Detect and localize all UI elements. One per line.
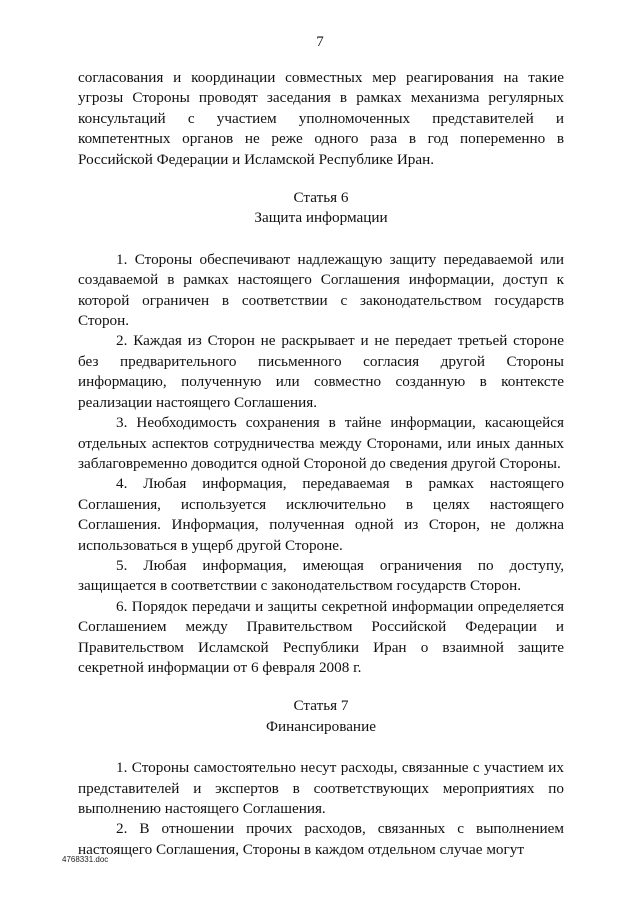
article-6-paragraph: 1. Стороны обеспечивают надлежащую защиту передаваемой или создаваемой в рамках настоящего Соглашения информации, доступ к которой ограничен в соответствии с законодательством государств Сторон. bbox=[78, 250, 564, 330]
footer-filename: 4768331.doc bbox=[62, 855, 109, 864]
article-7-heading bbox=[78, 696, 564, 737]
article-6-paragraph: 4. Любая информация, передаваемая в рамках настоящего Соглашения, используется исключительно в целях настоящего Соглашения. Информация, полученная одной из Сторон, не должна использоваться в ущерб другой Стороне. bbox=[78, 475, 564, 554]
article-7-number: Статья 7 bbox=[293, 697, 349, 715]
document-body bbox=[78, 68, 564, 860]
article-6-title: Защита информации bbox=[254, 209, 388, 227]
article-6-heading bbox=[78, 188, 564, 229]
article-7-title: Финансирование bbox=[266, 717, 376, 735]
article-6-paragraph: 2. Каждая из Сторон не раскрывает и не передает третьей стороне без предварительного письменного согласия другой Стороны информацию, полученную или совместно созданную в контексте реализации настоящего Соглашения. bbox=[78, 332, 564, 411]
article-6-paragraph: 3. Необходимость сохранения в тайне информации, касающейся отдельных аспектов сотрудничества между Сторонами, или иных данных заблаговременно доводится одной Стороной до сведения другой Стороны. bbox=[78, 414, 564, 472]
article-7-paragraph: 2. В отношении прочих расходов, связанных с выполнением настоящего Соглашения, Стороны в каждом отдельном случае могут bbox=[78, 820, 564, 858]
article-6-paragraph: 5. Любая информация, имеющая ограничения по доступу, защищается в соответствии с законодательством государств Сторон. bbox=[78, 556, 564, 595]
intro-paragraph: согласования и координации совместных мер реагирования на такие угрозы Стороны проводят заседания в рамках механизма регулярных консультаций с участием уполномоченных представителей и компетентных органов не реже одного раза в год попеременно в Российской Федерации и Исламской Республике Иран. bbox=[78, 69, 564, 168]
page-number: 7 bbox=[316, 34, 324, 50]
article-7-paragraph: 1. Стороны самостоятельно несут расходы, связанные с участием их представителей и экспертов в соответствующих мероприятиях по выполнению настоящего Соглашения. bbox=[78, 759, 564, 817]
article-6-number: Статья 6 bbox=[293, 189, 349, 207]
article-6-paragraph: 6. Порядок передачи и защиты секретной информации определяется Соглашением между Правительством Российской Федерации и Правительством Исламской Республики Иран о взаимной защите секретной информации от 6 февраля 2008 г. bbox=[78, 597, 564, 676]
